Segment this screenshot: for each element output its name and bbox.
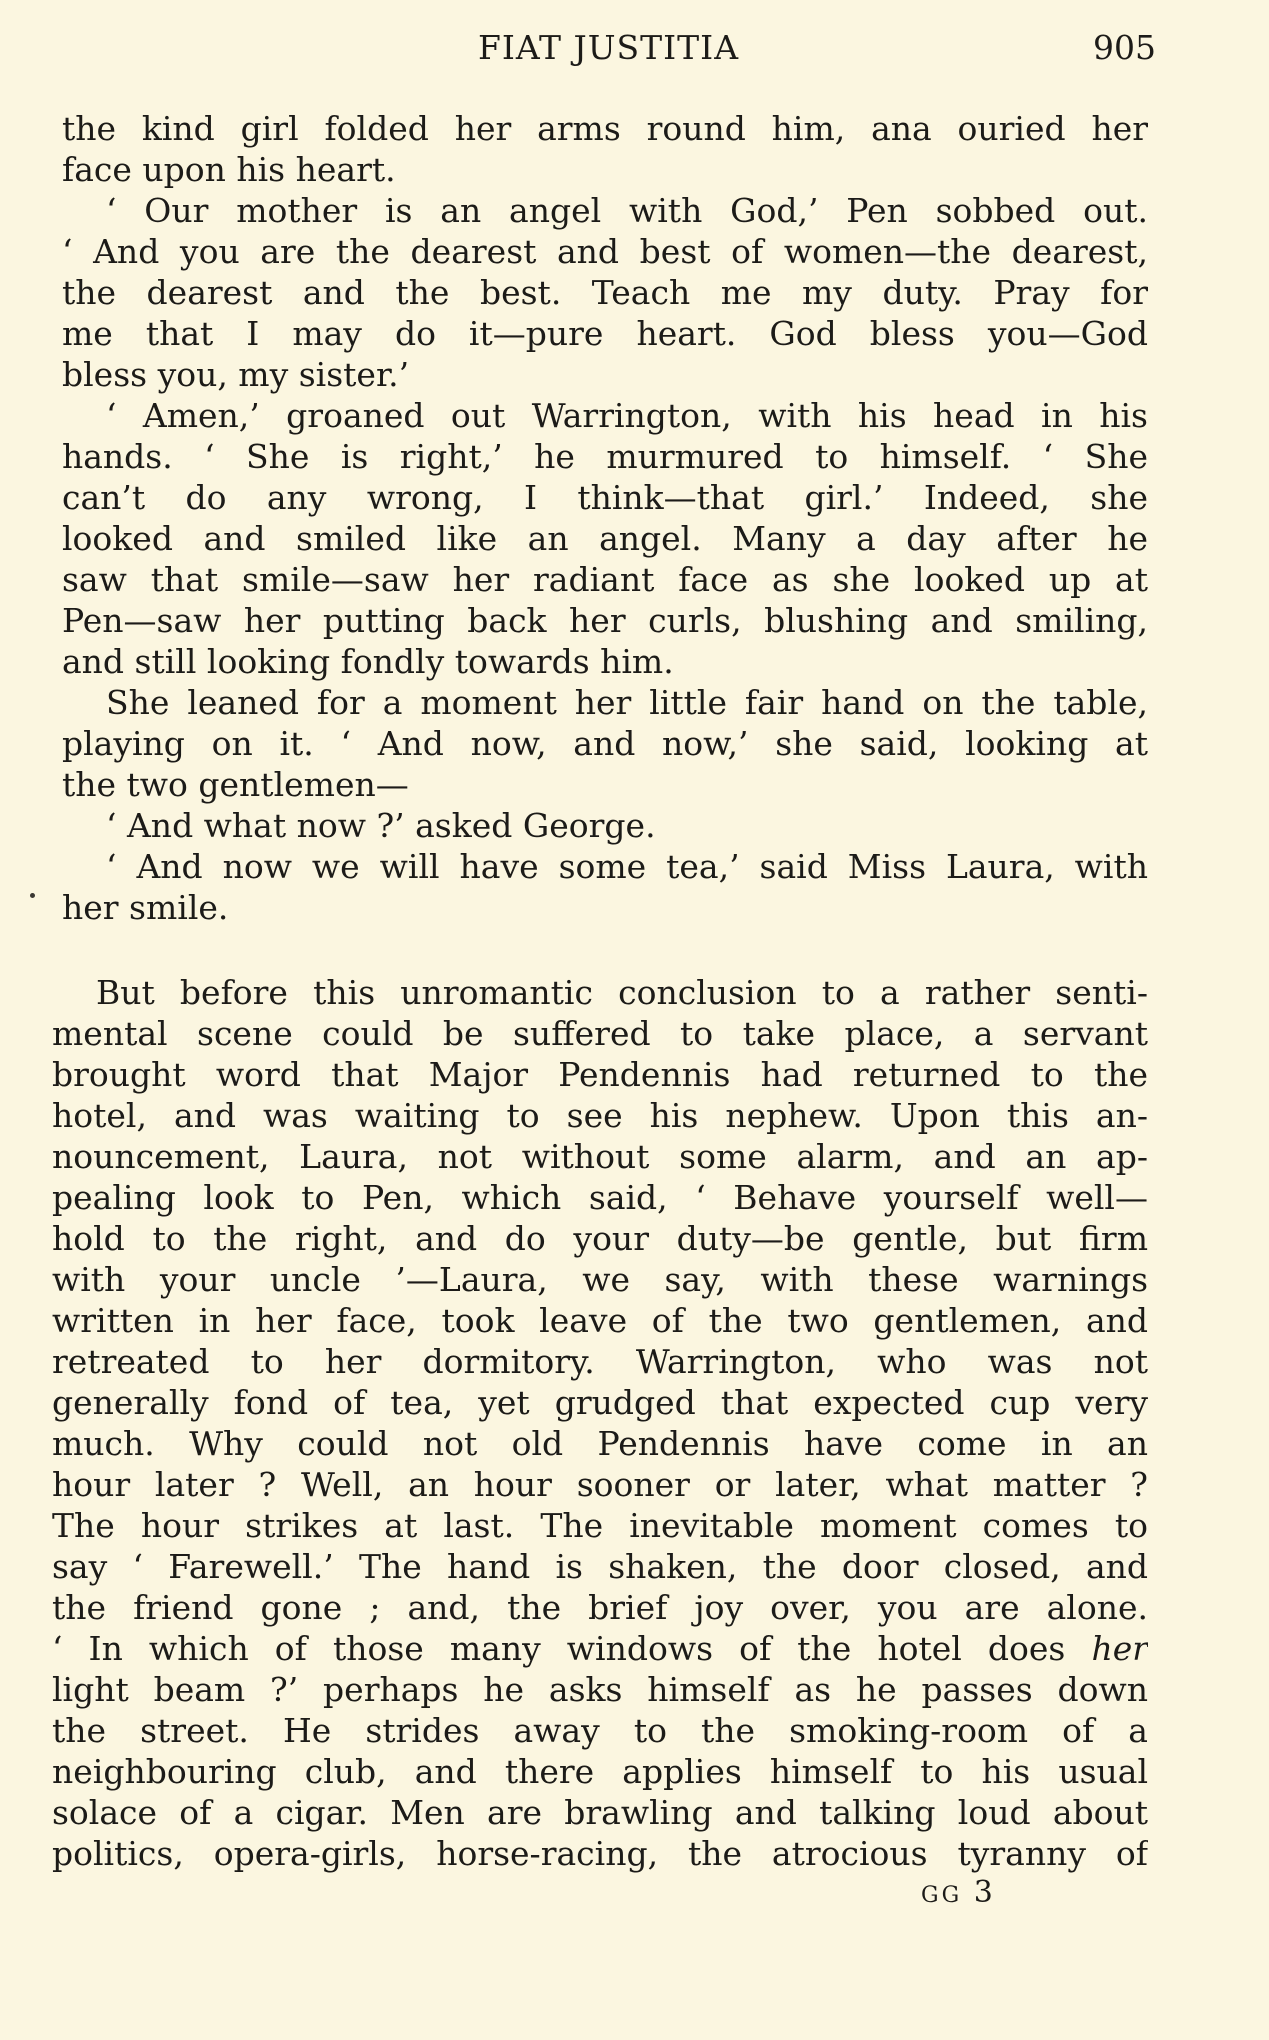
text-line: generally fond of tea, yet grudged that expected cup very — [52, 1383, 1148, 1422]
text-block-bottom — [52, 972, 1148, 1874]
text-line: politics, opera-girls, horse-racing, the atrocious tyranny of — [52, 1834, 1148, 1873]
text-line: the kind girl folded her arms round him, ana ouried her — [62, 109, 1148, 148]
text-line: looked and smiled like an angel. Many a day after he — [62, 519, 1148, 558]
text-line: playing on it. ‘ And now, and now,’ she said, looking at — [62, 724, 1148, 763]
text-line: bless you, my sister.’ — [62, 355, 410, 394]
signature-letters: GG — [921, 1883, 963, 1908]
text-line: saw that smile—saw her radiant face as she looked up at — [62, 560, 1148, 599]
text-line: the friend gone ; and, the brief joy over, you are alone. — [52, 1588, 1148, 1627]
text-line: ‘ Our mother is an angel with God,’ Pen sobbed out. — [106, 191, 1148, 230]
text-line: nouncement, Laura, not without some alarm, and an ap- — [52, 1137, 1148, 1176]
text-line: ‘ And now we will have some tea,’ said Miss Laura, with — [106, 847, 1148, 886]
running-head — [0, 28, 1269, 72]
text-line: light beam ?’ perhaps he asks himself as he passes down — [52, 1670, 1148, 1709]
text-line — [52, 1628, 1148, 1669]
text-line: me that I may do it—pure heart. God bless you—God — [62, 314, 1148, 353]
text-line: The hour strikes at last. The inevitable moment comes to — [52, 1506, 1148, 1545]
text-line: ‘ And you are the dearest and best of women—the dearest, — [62, 232, 1148, 271]
text-line: say ‘ Farewell.’ The hand is shaken, the door closed, and — [52, 1547, 1148, 1586]
text-line: mental scene could be suffered to take place, a servant — [52, 1014, 1148, 1053]
text-line: her smile. — [62, 888, 229, 927]
text-line: She leaned for a moment her little fair hand on the table, — [106, 683, 1148, 722]
text-line: retreated to her dormitory. Warrington, who was not — [52, 1342, 1148, 1381]
text-line: ‘ Amen,’ groaned out Warrington, with his head in his — [106, 396, 1148, 435]
text-line: brought word that Major Pendennis had returned to the — [52, 1055, 1148, 1094]
text-line: ‘ And what now ?’ asked George. — [106, 806, 656, 845]
text-line: the two gentlemen— — [62, 765, 409, 804]
text-line: much. Why could not old Pendennis have come in an — [52, 1424, 1148, 1463]
signature-mark — [921, 1875, 995, 1910]
text-line: hour later ? Well, an hour sooner or later, what matter ? — [52, 1465, 1148, 1504]
text-block-top — [62, 108, 1148, 928]
text-line: hotel, and was waiting to see his nephew. Upon this an- — [52, 1096, 1148, 1135]
text-line: written in her face, took leave of the two gentlemen, and — [52, 1301, 1148, 1340]
margin-speck — [30, 893, 35, 898]
text-line: can’t do any wrong, I think—that girl.’ Indeed, she — [62, 478, 1148, 517]
text-line: face upon his heart. — [62, 150, 396, 189]
text-line: But before this unromantic conclusion to a rather senti- — [96, 973, 1148, 1012]
text-line: and still looking fondly towards him. — [62, 642, 674, 681]
signature-number: 3 — [973, 1875, 995, 1910]
text-line: the street. He strides away to the smoking-room of a — [52, 1711, 1148, 1750]
emphasis: her — [1091, 1629, 1148, 1668]
text-line: hold to the right, and do your duty—be gentle, but firm — [52, 1219, 1148, 1258]
text-segment: ‘ In which of those many windows of the hotel does — [52, 1629, 1092, 1668]
text-line: with your uncle ’—Laura, we say, with these warnings — [52, 1260, 1148, 1299]
text-line: neighbouring club, and there applies himself to his usual — [52, 1752, 1148, 1791]
text-line: hands. ‘ She is right,’ he murmured to himself. ‘ She — [62, 437, 1148, 476]
text-line: Pen—saw her putting back her curls, blushing and smiling, — [62, 601, 1148, 640]
text-line: solace of a cigar. Men are brawling and talking loud about — [52, 1793, 1148, 1832]
text-line: pealing look to Pen, which said, ‘ Behave yourself well— — [52, 1178, 1148, 1217]
page-number: 905 — [1093, 28, 1156, 67]
running-title: FIAT JUSTITIA — [478, 28, 740, 67]
text-line: the dearest and the best. Teach me my duty. Pray for — [62, 273, 1148, 312]
